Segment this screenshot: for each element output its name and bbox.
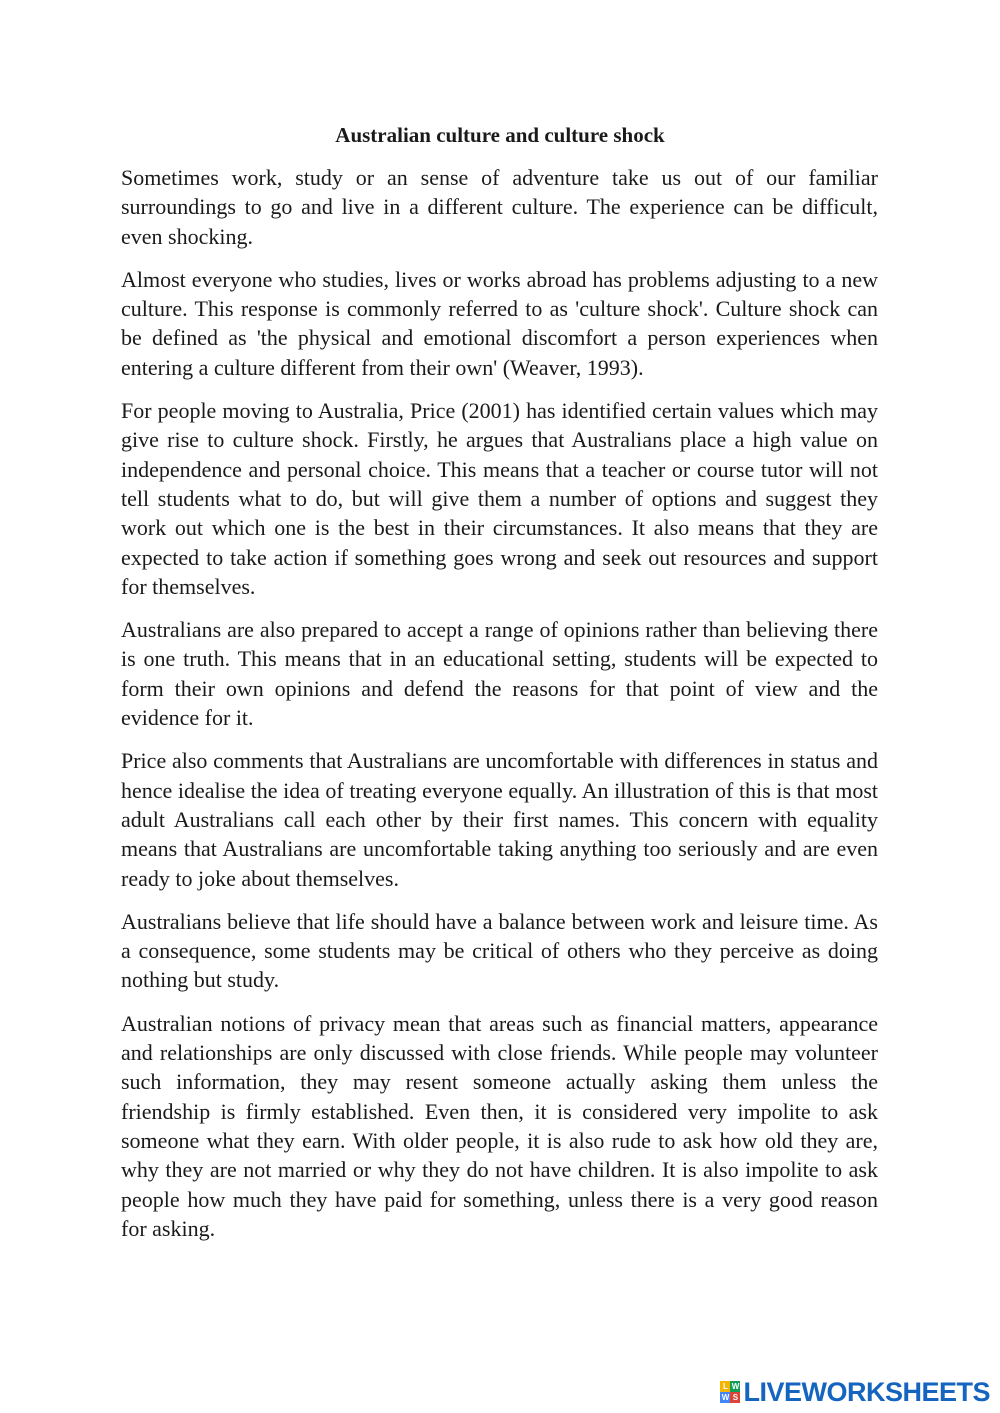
paragraph-1: Sometimes work, study or an sense of adventure take us out of our familiar surroundings to go and live in a different culture. The experience can be difficult, even shocking. bbox=[121, 165, 878, 249]
logo-tile-3: W bbox=[721, 1393, 730, 1402]
paragraph-7: Australian notions of privacy mean that areas such as financial matters, appearance and relationships are only discussed with close friends. While people may volunteer such information, they may resent someone actually asking them unless the friendship is firmly established. Even then, it is considered very impolite to ask someone what they earn. With older people, it is also rude to ask how old they are, why they are not married or why they do not have children. It is also impolite to ask people how much they have paid for something, unless there is a very good reason for asking. bbox=[121, 1010, 878, 1241]
document-title: Australian culture and culture shock bbox=[335, 123, 665, 147]
paragraph-4: Australians are also prepared to accept a range of opinions rather than believing there is one truth. This means that in an educational setting, students will be expected to form their own opinions and defend the reasons for that point of view and the evidence for it. bbox=[121, 617, 878, 731]
paragraph-3: For people moving to Australia, Price (2001) has identified certain values which may give rise to culture shock. Firstly, he argues that Australians place a high value on independence and personal choice. This means that a teacher or course tutor will not tell students what to do, but will give them a number of options and suggest they work out which one is the best in their circumstances. It also means that they are expected to take action if something goes wrong and seek out resources and support for themselves. bbox=[121, 398, 878, 599]
paragraph-6: Australians believe that life should have a balance between work and leisure time. As a consequence, some students may be critical of others who they perceive as doing nothing but study. bbox=[121, 908, 878, 993]
document-body bbox=[121, 163, 878, 1257]
logo-tile-4: S bbox=[730, 1392, 740, 1403]
liveworksheets-logo-text: LIVEWORKSHEETS bbox=[743, 1377, 990, 1407]
logo-tile-1: L bbox=[720, 1381, 730, 1392]
paragraph-2: Almost everyone who studies, lives or works abroad has problems adjusting to a new culture. This response is commonly referred to as 'culture shock'. Culture shock can be defined as 'the physical and emotional discomfort a person experiences when entering a culture different from their own' (Weaver, 1993). bbox=[121, 266, 878, 380]
paragraph-5: Price also comments that Australians are uncomfortable with differences in status and hence idealise the idea of treating everyone equally. An illustration of this is that most adult Australians call each other by their first names. This concern with equality means that Australians are uncomfortable taking anything too seriously and are even ready to joke about themselves. bbox=[121, 748, 878, 891]
liveworksheets-logo bbox=[720, 1377, 990, 1407]
liveworksheets-logo-icon bbox=[720, 1381, 740, 1403]
logo-tile-2: W bbox=[731, 1382, 740, 1391]
